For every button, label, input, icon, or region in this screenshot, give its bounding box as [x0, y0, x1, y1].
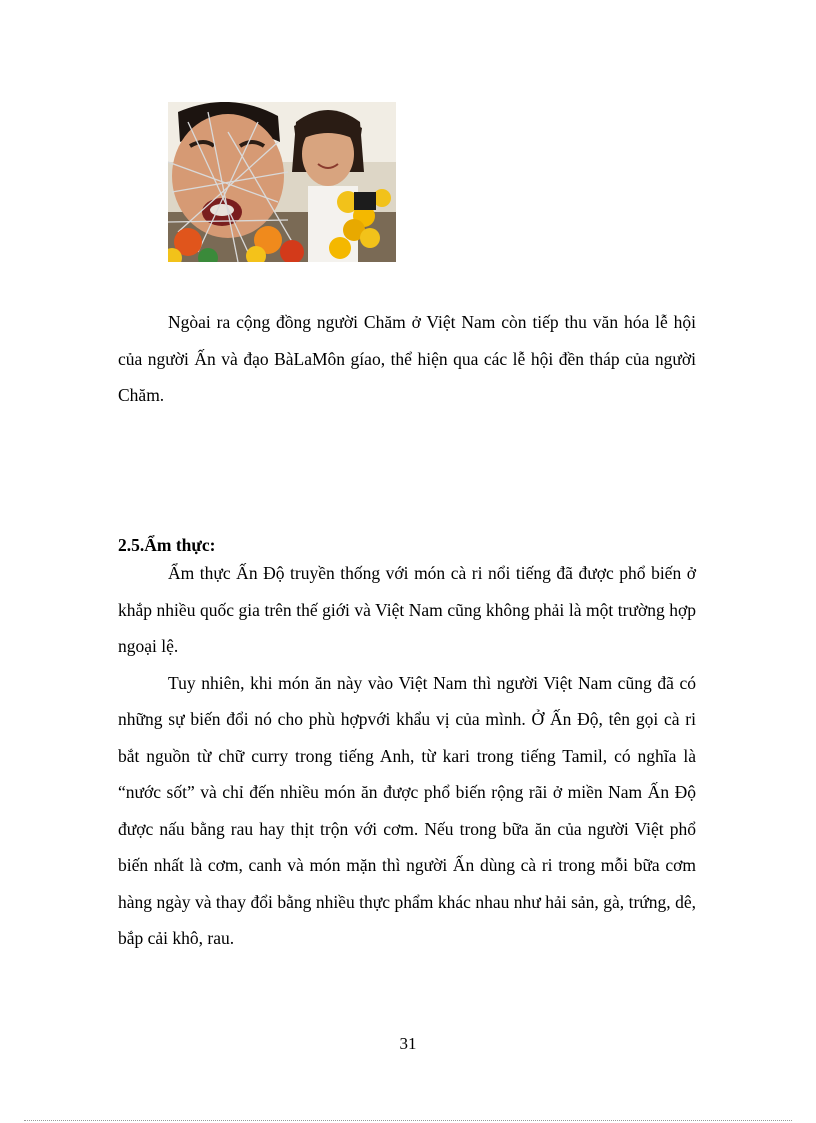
section-heading: 2.5.Ẩm thực: — [118, 535, 216, 555]
paragraph: Ẩm thực Ấn Độ truyền thống với món cà ri nổi tiếng đã được phổ biến ở khắp nhiều quốc gia trên thế giới và Việt Nam cũng không phải là một trường hợp ngoại lệ. — [118, 563, 696, 656]
festival-photo — [168, 102, 396, 262]
paragraph: Tuy nhiên, khi món ăn này vào Việt Nam thì người Việt Nam cũng đã có những sự biến đổi nó cho phù hợpvới khẩu vị của mình. Ở Ấn Độ, tên gọi cà ri bắt nguồn từ chữ curry trong tiếng Anh, từ kari trong tiếng Tamil, có nghĩa là “nước sốt” và chỉ đến nhiều món ăn được phổ biến rộng rãi ở miền Nam Ấn Độ được nấu bằng rau hay thịt trộn với cơm. Nếu trong bữa ăn của người Việt phổ biến nhất là cơm, canh và món mặn thì người Ấn dùng cà ri trong mỗi bữa cơm hàng ngày và thay đổi bằng nhiều thực phẩm khác nhau như hải sản, gà, trứng, dê, bắp cải khô, rau. — [118, 672, 696, 948]
section-2-text — [118, 555, 696, 957]
page-number: 31 — [399, 1034, 417, 1053]
photo-illustration — [168, 102, 396, 262]
section-1-text — [118, 304, 696, 414]
paragraph: Ngòai ra cộng đồng người Chăm ở Việt Nam còn tiếp thu văn hóa lễ hội của người Ấn và đạo BàLaMôn gíao, thể hiện qua các lễ hội đền tháp của người Chăm. — [118, 312, 696, 405]
page-bottom-border — [24, 1120, 792, 1121]
